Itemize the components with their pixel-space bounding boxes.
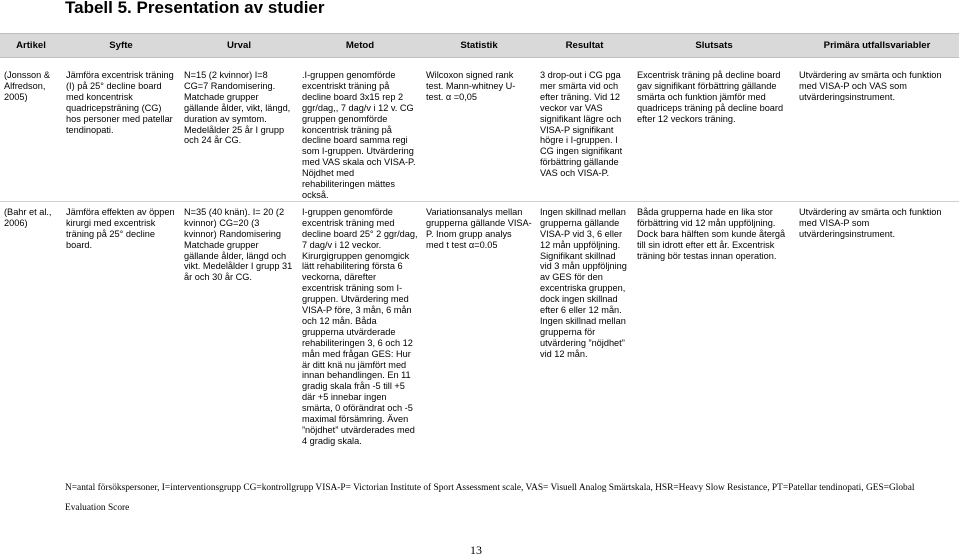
cell-syfte: Jämföra excentrisk träning (I) på 25° decline board med koncentrisk quadricepsträning (CG) hos personer med patellar tendinopati. <box>62 58 180 202</box>
cell-statistik: Variationsanalys mellan grupperna gällande VISA-P. Inom grupp analys med t test α=0.05 <box>426 206 532 250</box>
cell-slutsats: Excentrisk träning på decline board gav signifikant förbättring gällande smärta och funktion jämför med quadriceps träning på decline board efter 12 veckors träning. <box>633 58 795 202</box>
header-primara-utfallsvariabler: Primära utfallsvariabler <box>795 34 959 58</box>
cell-artikel: (Jonsson & Alfredson, 2005) <box>0 58 62 202</box>
header-syfte: Syfte <box>62 34 180 58</box>
header-metod: Metod <box>298 34 422 58</box>
page-number: 13 <box>470 543 482 557</box>
header-statistik: Statistik <box>422 34 536 58</box>
table-row <box>0 58 959 202</box>
header-slutsats: Slutsats <box>633 34 795 58</box>
cell-resultat: Ingen skillnad mellan grupperna gällande VISA-P vid 3, 6 eller 12 mån uppföljning. Signifikant skillnad vid 3 mån uppföljning av GES för den excentriska gruppen, dock ingen skillnad efter 6 eller 12 mån. Ingen skillnad mellan grupperna för utvärdering ”nöjdhet” vid 12 mån. <box>540 206 627 359</box>
cell-metod: I-gruppen genomförde excentrisk träning med decline board 25° 2 ggr/dag, 7 dag/v i 12 veckor. Kirurgigruppen genomgick lätt rehabilitering första 6 veckorna, därefter excentrisk träning som I-gruppen. Utvärdering med VISA-P före, 3 mån, 6 mån och 12 mån. Båda grupperna utvärderade rehabiliteringen 3, 6 och 12 mån med frågan GES: Hur är ditt knä nu jämfört med innan behandlingen. En 11 gradig skala från -5 till +5 där +5 innebar ingen smärta, 0 oförändrat och -5 maximal försämring. Även ”nöjdhet” utvärderades med 4 gradig skala. <box>302 206 418 446</box>
cell-metod: .I-gruppen genomförde excentriskt träning på decline board 3x15 rep 2 ggr/dag,, 7 dag/v i 12 v. CG gruppen genomförde koncentrisk träning på decline board samma regi som I-gruppen. Utvärdering med VAS skala och VISA-P. Nöjdhet med rehabiliteringen mättes också. <box>298 58 422 202</box>
abbreviations-footnote: N=antal försökspersoner, I=interventionsgrupp CG=kontrollgrupp VISA-P= Victorian Institute of Sport Assessment scale, VAS= Visuell Analog Smärtskala, HSR=Heavy Slow Resistance, PT=Patellar tendinopati, GES=Global Evaluation Score <box>65 483 915 513</box>
table-header-row <box>0 34 959 58</box>
cell-artikel: (Bahr et al., 2006) <box>4 206 52 228</box>
cell-primara-utfallsvariabler: Utvärdering av smärta och funktion med VISA-P och VAS som utvärderingsinstrument. <box>795 58 959 202</box>
page-title: Tabell 5. Presentation av studier <box>65 0 325 17</box>
header-resultat: Resultat <box>536 34 633 58</box>
table-row <box>0 201 959 452</box>
cell-slutsats: Båda grupperna hade en lika stor förbättring vid 12 mån uppföljning. Dock bara hälften som kunde återgå till sin idrott efter ett år. Excentrisk träning bör testas innan operation. <box>637 206 786 261</box>
cell-urval: N=15 (2 kvinnor) I=8 CG=7 Randomisering. Matchade grupper gällande ålder, vikt, längd, duration av symtom. Medelålder 25 år I grupp och 24 år CG. <box>180 58 298 202</box>
cell-statistik: Wilcoxon signed rank test. Mann-whitney U-test. α =0,05 <box>422 58 536 202</box>
header-urval: Urval <box>180 34 298 58</box>
header-artikel: Artikel <box>0 34 62 58</box>
cell-resultat: 3 drop-out i CG pga mer smärta vid och efter träning. Vid 12 veckor var VAS signifikant lägre och VISA-P signifikant högre i I-gruppen. I CG ingen signifikant förbättring gällande VAS och VISA-P. <box>536 58 633 202</box>
cell-primara-utfallsvariabler: Utvärdering av smärta och funktion med VISA-P som utvärderingsinstrument. <box>799 206 942 239</box>
cell-syfte: Jämföra effekten av öppen kirurgi med excentrisk träning på 25° decline board. <box>66 206 175 250</box>
studies-table <box>0 33 959 452</box>
cell-urval: N=35 (40 knän). I= 20 (2 kvinnor) CG=20 (3 kvinnor) Randomisering Matchade grupper gällande ålder, längd och vikt. Medelålder I grupp 31 år och 30 år CG. <box>184 206 293 283</box>
